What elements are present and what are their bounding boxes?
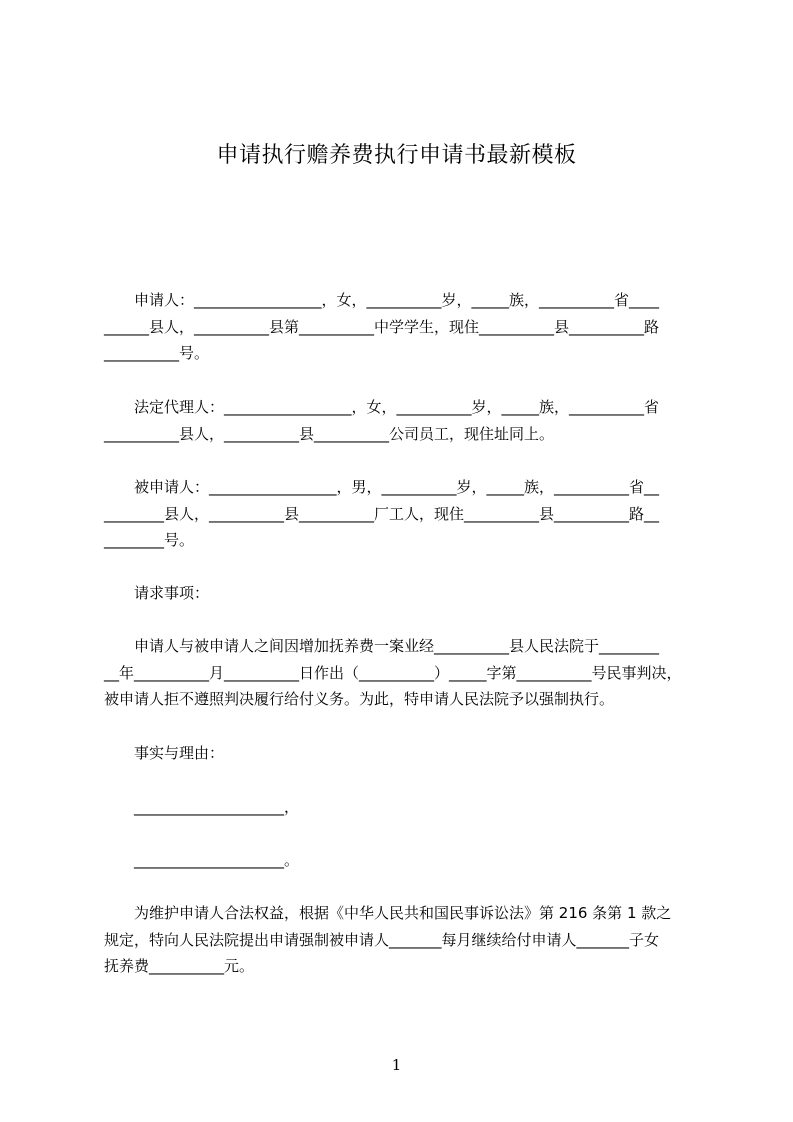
respondent-line-1: 被申请人：_________________，男，__________岁，_____族，__________省__ (104, 478, 660, 496)
request-body-line-2: __年__________月__________日作出（__________）_____字第__________号民事判决， (104, 663, 682, 682)
applicant-line-3: __________号。 (104, 344, 210, 362)
applicant-line-2: ______县人，__________县第__________中学学生，现住__________县__________路 (104, 317, 660, 336)
applicant-line-1: 申请人：_________________，女，__________岁，_____族，__________省____ (104, 291, 660, 309)
closing-line-3: 抚养费__________元。 (104, 957, 255, 975)
closing-line-2: 规定，特向人民法院提出申请强制被申请人_______每月继续给付申请人_______子女 (104, 930, 660, 949)
facts-line-1 (104, 794, 700, 821)
page-number: 1 (391, 1056, 402, 1074)
facts-line-1-text: ____________________， (104, 798, 300, 816)
request-heading-text: 请求事项： (104, 584, 210, 602)
facts-heading-text: 事实与理由： (104, 744, 225, 762)
respondent-paragraph (104, 474, 700, 554)
applicant-paragraph (104, 287, 700, 367)
legal-agent-paragraph (104, 394, 700, 447)
request-heading (104, 580, 700, 607)
legal-agent-line-2: __________县人，__________县__________公司员工，现住址同上。 (104, 424, 555, 443)
facts-line-2-text: ____________________。 (104, 851, 300, 869)
request-body-line-3: 被申请人拒不遵照判决履行给付义务。为此，特申请人民法院予以强制执行。 (104, 690, 615, 708)
document-title: 申请执行赡养费执行申请书最新模板 (216, 143, 577, 168)
request-body-line-1: 申请人与被申请人之间因增加抚养费一案业经__________县人民法院于________ (104, 637, 660, 655)
facts-line-2 (104, 847, 700, 874)
closing-line-1: 为维护申请人合法权益，根据《中华人民共和国民事诉讼法》第 216 条第 1 款之 (104, 904, 672, 922)
facts-heading (104, 740, 700, 767)
request-body-paragraph (104, 633, 700, 713)
legal-agent-line-1: 法定代理人：_________________，女，__________岁，_____族，__________省 (104, 398, 660, 416)
respondent-line-3: ________号。 (104, 531, 195, 549)
closing-paragraph (104, 900, 700, 980)
respondent-line-2: ________县人，__________县__________厂工人，现住__________县__________路__ (104, 504, 660, 523)
